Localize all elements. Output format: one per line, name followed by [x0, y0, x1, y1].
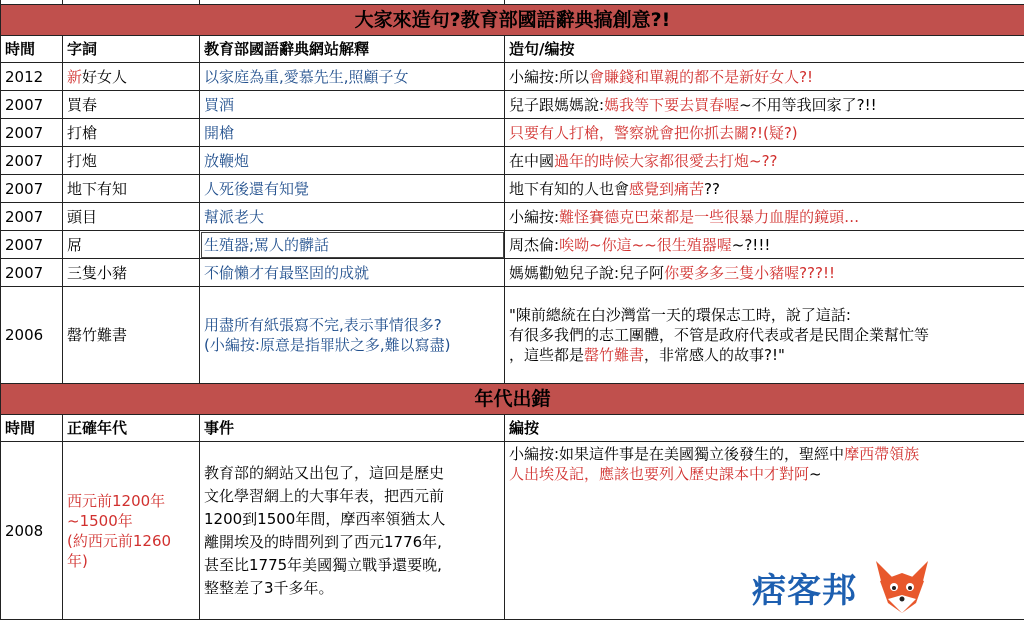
row-sentence: [505, 203, 1024, 231]
row-year: 2007: [1, 91, 63, 119]
row-sentence: [505, 287, 1024, 384]
note-highlight: 摩西帶領族: [844, 445, 920, 463]
row-definition: 人死後還有知覺: [200, 175, 505, 203]
row-definition: 幫派老大: [200, 203, 505, 231]
row-definition: 以家庭為重,愛慕先生,照顧子女: [200, 63, 505, 91]
row-sentence: [505, 91, 1024, 119]
row-correct-year: [63, 442, 200, 620]
header-word: 字詞: [63, 36, 200, 63]
event-line: 文化學習網上的大事年表，把西元前: [204, 486, 445, 505]
word-text: 打炮: [67, 151, 98, 170]
row-definition: 生殖器;罵人的髒話: [200, 231, 505, 259]
row-sentence: [505, 175, 1024, 203]
sentence-pre: 地下有知的人也會: [509, 179, 630, 198]
sentence-pre: 小編按:: [509, 207, 560, 226]
row-word: [63, 231, 200, 259]
event-line: 甚至比1775年美國獨立戰爭還要晚,: [204, 555, 442, 574]
row-definition: 開槍: [200, 119, 505, 147]
correct-year-line: ~1500年: [67, 511, 133, 530]
row-word: 罄竹難書: [63, 287, 200, 384]
note-post: ~: [809, 465, 822, 483]
word-text: 買春: [67, 95, 98, 114]
row-year: 2007: [1, 203, 63, 231]
word-text: 好女人: [82, 67, 128, 86]
event-line: 離開埃及的時間列到了西元1776年,: [204, 532, 442, 551]
correct-year-line: 西元前1200年: [67, 491, 166, 510]
word-text: 屌: [67, 235, 83, 254]
row-year: 2007: [1, 259, 63, 287]
section2-banner: 年代出錯: [1, 384, 1024, 415]
table-row: [1, 231, 1024, 259]
sentence-post: ，非常感人的故事?!": [644, 346, 785, 364]
correct-year-line: 年): [67, 551, 88, 570]
sentence-highlight: 過年的時候大家都很愛去打炮~??: [554, 151, 778, 170]
definition-line: 用盡所有紙張寫不完,表示事情很多?: [204, 316, 442, 334]
row-word: [63, 63, 200, 91]
header-definition: 教育部國語辭典網站解釋: [200, 36, 505, 63]
event-line: 1200到1500年間，摩西率領猶太人: [204, 509, 446, 528]
row-word: [63, 119, 200, 147]
table-row: [1, 175, 1024, 203]
sentence-pre: 在中國: [509, 151, 555, 170]
row-word: [63, 91, 200, 119]
sentence-highlight: 唉呦~你這~~很生殖器喔: [559, 235, 732, 254]
sentence-line: 有很多我們的志工團體，不管是政府代表或者是民間企業幫忙等: [509, 326, 930, 344]
table-row: [1, 63, 1024, 91]
sentence-highlight: 媽我等下要去買春喔: [604, 95, 740, 114]
sentence-pre: 媽媽勸勉兒子說:兒子阿: [509, 263, 665, 282]
table-row: [1, 91, 1024, 119]
row-definition: 放鞭炮: [200, 147, 505, 175]
word-text: 地下有知: [67, 179, 128, 198]
sentence-post: ??: [704, 179, 720, 198]
note-pre: 小編按:如果這件事是在美國獨立後發生的，聖經中: [509, 445, 845, 463]
row-sentence: [505, 231, 1024, 259]
row-word: [63, 259, 200, 287]
sentence-line: [509, 345, 1020, 365]
row-year: 2007: [1, 175, 63, 203]
section1-banner: 大家來造句?教育部國語辭典搞創意?!: [1, 5, 1024, 36]
sentence-post: ~不用等我回家了?!!: [739, 95, 877, 114]
row-year: 2007: [1, 119, 63, 147]
event-line: 整整差了3千多年。: [204, 578, 334, 597]
word-text: 頭目: [67, 207, 98, 226]
logo-text: 痞客邦: [752, 571, 857, 611]
table-row: [1, 119, 1024, 147]
row-sentence: [505, 147, 1024, 175]
header-time: 時間: [1, 36, 63, 63]
row-year: 2007: [1, 147, 63, 175]
sentence-post: ~?!!!: [731, 235, 771, 254]
note-line: [509, 464, 1020, 484]
row-year: 2007: [1, 231, 63, 259]
word-text: 三隻小豬: [67, 263, 128, 282]
pixnet-logo: [752, 555, 902, 625]
definition-line: (小編按:原意是指罪狀之多,難以寫盡): [204, 336, 451, 354]
row-word: [63, 203, 200, 231]
sentence-highlight: 罄竹難書: [584, 346, 645, 364]
sentence-pre: 兒子跟媽媽說:: [509, 95, 605, 114]
word-text: 打槍: [67, 123, 98, 142]
row-sentence: [505, 119, 1024, 147]
row-definition: [200, 287, 505, 384]
sentence-highlight: 感覺到痛苦: [629, 179, 705, 198]
sentence-line: "陳前總統在白沙灣當一天的環保志工時，說了這話:: [509, 306, 851, 324]
row-word: [63, 175, 200, 203]
header-event: 事件: [200, 415, 505, 442]
table-row: [1, 259, 1024, 287]
table-row: [1, 203, 1024, 231]
row-word: [63, 147, 200, 175]
header-note: 編按: [505, 415, 1024, 442]
header-correct-year: 正確年代: [63, 415, 200, 442]
table-row: [1, 147, 1024, 175]
row-event: [200, 442, 505, 620]
row-sentence: [505, 63, 1024, 91]
row-year: 2012: [1, 63, 63, 91]
row-sentence: [505, 259, 1024, 287]
header-sentence: 造句/编按: [505, 36, 1024, 63]
sentence-highlight: 難怪賽德克巴萊都是一些很暴力血腥的鏡頭…: [559, 207, 860, 226]
correct-year-line: (約西元前1260: [67, 531, 172, 550]
table-row: [1, 287, 1024, 384]
fox-icon: [870, 555, 934, 619]
row-year: 2006: [1, 287, 63, 384]
event-line: 教育部的網站又出包了，這回是歷史: [204, 463, 445, 482]
row-year: 2008: [1, 442, 63, 620]
sentence-highlight: 你要多多三隻小豬喔???!!: [664, 263, 835, 282]
header-time: 時間: [1, 415, 63, 442]
row-definition: 不偷懶才有最堅固的成就: [200, 259, 505, 287]
note-highlight: 人出埃及記，應該也要列入歷史課本中才對阿: [509, 465, 810, 483]
sentence-pre: 小編按:所以: [509, 67, 590, 86]
sentence-highlight: 只要有人打槍，警察就會把你抓去關?!(疑?): [509, 123, 798, 142]
sentence-pre: 周杰倫:: [509, 235, 560, 254]
word-prefix: 新: [67, 67, 83, 86]
row-definition: 買酒: [200, 91, 505, 119]
sentence-highlight: 會賺錢和單親的都不是新好女人?!: [589, 67, 814, 86]
sentence-pre: ，這些都是: [509, 346, 585, 364]
note-line: [509, 444, 1020, 464]
